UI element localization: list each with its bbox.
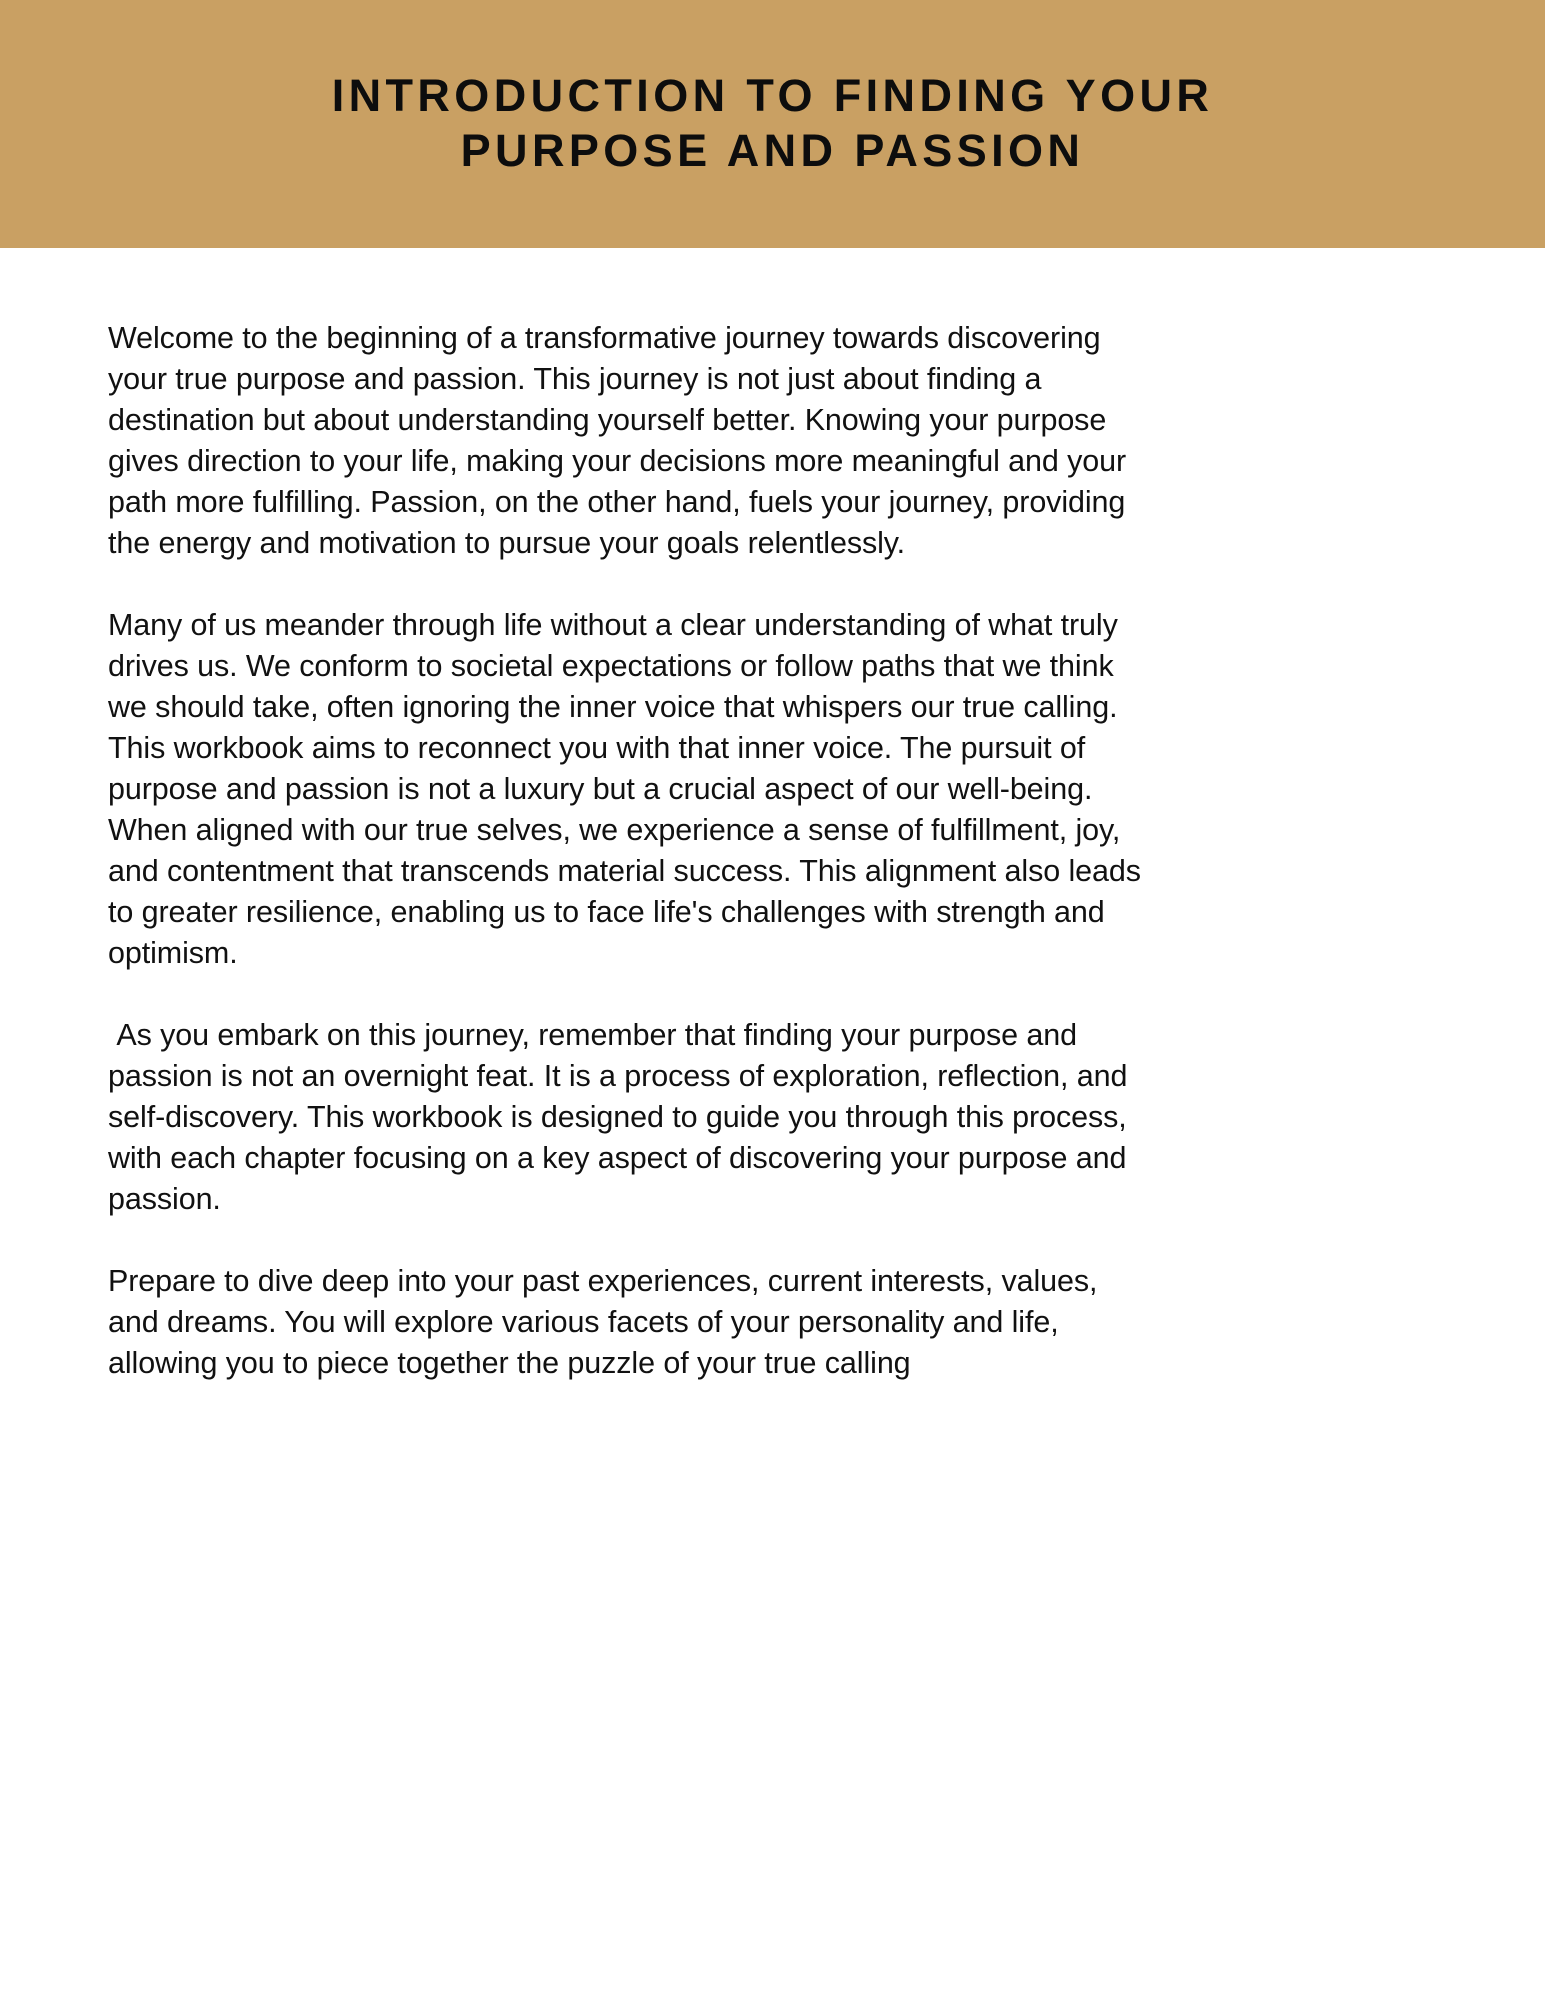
page-header-banner [0, 0, 1545, 248]
body-paragraph: Welcome to the beginning of a transformative journey towards discovering your true purpose and passion. This journey is not just about finding a destination but about understanding yourself better. Knowing your purpose gives direction to your life, making your decisions more meaningful and your path more fulfilling. Passion, on the other hand, fuels your journey, providing the energy and motivation to pursue your goals relentlessly. [108, 321, 1135, 560]
body-paragraph: Prepare to dive deep into your past experiences, current interests, values, and dreams. You will explore various facets of your personality and life, allowing you to piece together the puzzle of your true calling [108, 1264, 1106, 1380]
body-paragraph: As you embark on this journey, remember that finding your purpose and passion is not an overnight feat. It is a process of exploration, reflection, and self-discovery. This workbook is designed to guide you through this process, with each chapter focusing on a key aspect of discovering your purpose and passion. [108, 1018, 1136, 1216]
body-paragraph: Many of us meander through life without a clear understanding of what truly drives us. We conform to societal expectations or follow paths that we think we should take, often ignoring the inner voice that whispers our true calling. This workbook aims to reconnect you with that inner voice. The pursuit of purpose and passion is not a luxury but a crucial aspect of our well-being. When aligned with our true selves, we experience a sense of fulfillment, joy, and contentment that transcends material success. This alignment also leads to greater resilience, enabling us to face life's challenges with strength and optimism. [108, 608, 1150, 970]
document-body [0, 248, 1545, 1384]
page-title: INTRODUCTION TO FINDING YOUR PURPOSE AND PASSION [331, 70, 1214, 176]
text-column [108, 318, 1153, 1384]
